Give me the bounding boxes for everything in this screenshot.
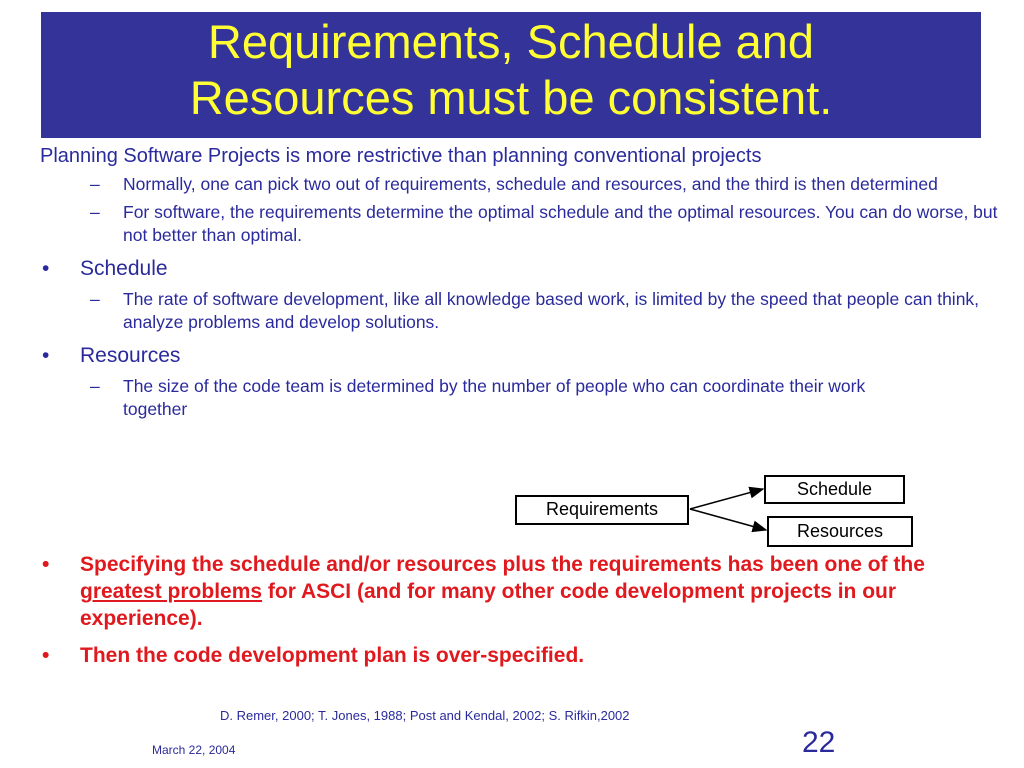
bullet-resources-label: Resources	[80, 344, 181, 367]
intro-paragraph: Planning Software Projects is more restrictive than planning conventional projects	[40, 145, 762, 167]
bullet-marker: •	[42, 644, 50, 667]
schedule-box: Schedule	[764, 475, 905, 504]
intro-sub-2-text: For software, the requirements determine the optimal schedule and the optimal resources. You can do worse, but not better than optimal.	[123, 202, 998, 245]
emphasis-section	[40, 551, 960, 669]
dash-marker: –	[90, 174, 100, 194]
bullet-schedule-label: Schedule	[80, 257, 168, 280]
emphasis-text-2: Then the code development plan is over-specified.	[80, 644, 585, 667]
emphasis-underlined: greatest problems	[80, 580, 263, 603]
arrow-to-resources	[690, 509, 766, 530]
resources-sub-text: The size of the code team is determined by the number of people who can coordinate their work together	[123, 376, 866, 419]
bullet-marker: •	[42, 553, 50, 576]
bullet-marker: •	[42, 257, 50, 280]
resources-box: Resources	[767, 516, 913, 547]
emphasis-bullet-1	[40, 551, 960, 632]
emphasis-bullet-2	[40, 642, 960, 669]
references: D. Remer, 2000; T. Jones, 1988; Post and Kendal, 2002; S. Rifkin,2002	[220, 708, 630, 723]
dash-marker: –	[90, 289, 100, 309]
schedule-sub-text: The rate of software development, like all knowledge based work, is limited by the speed that people can think, analyze problems and develop solutions.	[123, 289, 980, 332]
dash-marker: –	[90, 202, 100, 222]
arrow-to-schedule	[690, 489, 763, 509]
emphasis-text-1a: Specifying the schedule and/or resources plus the requirements has been one of the	[80, 553, 925, 576]
title-line-1: Requirements, Schedule and	[207, 15, 815, 68]
title-line-2: Resources must be consistent.	[189, 71, 833, 124]
requirements-box: Requirements	[515, 495, 689, 525]
emphasis-text-1b: for ASCI (and for many other code development projects in our experience).	[80, 580, 897, 630]
intro-sub-1-text: Normally, one can pick two out of requirements, schedule and resources, and the third is then determined	[123, 174, 938, 194]
page-number: 22	[802, 726, 836, 759]
slide-date: March 22, 2004	[152, 743, 236, 757]
dash-marker: –	[90, 376, 100, 396]
bullet-marker: •	[42, 344, 50, 367]
